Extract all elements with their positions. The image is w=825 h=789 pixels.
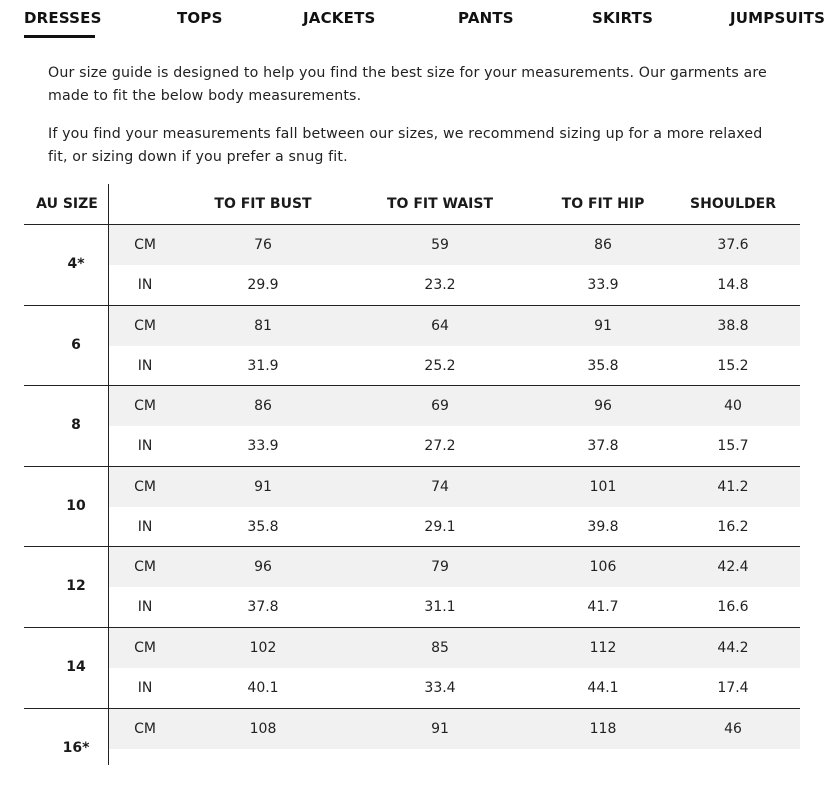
tab-tops[interactable]: TOPS (177, 9, 223, 27)
size-group (24, 627, 800, 708)
measurement-cell: 37.8 (247, 599, 279, 616)
unit-label: IN (137, 518, 153, 535)
tab-skirts[interactable]: SKIRTS (592, 9, 654, 27)
size-label: 14 (66, 659, 86, 675)
measurement-cell: 86 (254, 398, 272, 415)
unit-label: IN (137, 680, 153, 696)
measurement-cell: 85 (431, 640, 449, 656)
table-row (109, 306, 800, 346)
measurement-cell: 39.8 (587, 518, 619, 535)
measurement-cell: 102 (249, 640, 277, 656)
table-row (109, 709, 800, 749)
measurement-cell: 76 (254, 237, 272, 253)
unit-label: CM (134, 398, 156, 415)
measurement-cell: 25.2 (424, 357, 456, 374)
measurement-cell: 15.7 (717, 438, 749, 455)
measurement-cell: 74 (431, 478, 449, 495)
unit-label: IN (137, 277, 153, 293)
measurement-cell: 46 (724, 720, 742, 737)
measurement-cell: 40 (724, 398, 742, 415)
unit-label: CM (134, 640, 156, 656)
table-row (109, 668, 800, 708)
size-label: 8 (71, 417, 81, 434)
measurement-cell: 42.4 (717, 559, 749, 576)
size-label: 6 (71, 336, 81, 353)
measurement-cell: 38.8 (717, 317, 749, 334)
measurement-cell: 40.1 (247, 680, 279, 696)
intro-paragraph-2: If you find your measurements fall between our sizes, we recommend sizing up for a more relaxed fit, or sizing down if you prefer a snug fit. (48, 126, 763, 165)
measurement-cell: 41.7 (587, 599, 619, 616)
table-row (109, 346, 800, 386)
size-group (24, 224, 800, 305)
unit-label: IN (137, 438, 153, 455)
measurement-cell: 118 (589, 720, 617, 737)
size-group (24, 385, 800, 466)
measurement-cell: 91 (254, 478, 272, 495)
tab-pants[interactable]: PANTS (458, 9, 514, 27)
header-shoulder: SHOULDER (690, 196, 776, 212)
measurement-cell: 96 (594, 398, 612, 415)
table-row (109, 547, 800, 587)
measurement-cell: 86 (594, 237, 612, 253)
size-group (24, 708, 800, 789)
measurement-cell: 69 (431, 398, 449, 415)
measurement-cell: 44.1 (587, 680, 619, 696)
measurement-cell: 33.4 (424, 680, 456, 696)
measurement-cell: 17.4 (717, 680, 749, 696)
unit-label: CM (134, 317, 156, 334)
measurement-cell: 35.8 (587, 357, 619, 374)
measurement-cell: 101 (589, 478, 617, 495)
measurement-cell: 108 (249, 720, 277, 737)
size-label: 12 (66, 578, 86, 595)
measurement-cell: 31.1 (424, 599, 456, 616)
table-row (109, 265, 800, 305)
header-waist: TO FIT WAIST (386, 196, 494, 212)
measurement-cell: 15.2 (717, 357, 749, 374)
size-group (24, 305, 800, 386)
size-group (24, 546, 800, 627)
measurement-cell: 33.9 (247, 438, 279, 455)
size-label: 16* (62, 739, 90, 756)
table-row (109, 587, 800, 627)
measurement-cell: 27.2 (424, 438, 456, 455)
table-row (109, 467, 800, 507)
measurement-cell: 64 (431, 317, 449, 334)
measurement-cell: 31.9 (247, 357, 279, 374)
measurement-cell: 44.2 (717, 640, 749, 656)
measurement-cell: 112 (589, 640, 617, 656)
header-au-size: AU SIZE (36, 196, 98, 212)
unit-label: IN (137, 357, 153, 374)
size-group (24, 466, 800, 547)
measurement-cell: 79 (431, 559, 449, 576)
measurement-cell: 37.8 (587, 438, 619, 455)
measurement-cell: 23.2 (424, 277, 456, 293)
category-tabs (0, 0, 825, 44)
table-row (109, 386, 800, 426)
unit-label: CM (134, 559, 156, 576)
unit-label: CM (134, 478, 156, 495)
measurement-cell: 37.6 (717, 237, 749, 253)
unit-label: CM (134, 720, 156, 737)
measurement-cell: 16.2 (717, 518, 749, 535)
tab-jumpsuits[interactable]: JUMPSUITS (730, 9, 825, 27)
intro-paragraph-1: Our size guide is designed to help you find the best size for your measurements. Our garments are made to fit the below body measurements. (48, 65, 767, 104)
unit-label: IN (137, 599, 153, 616)
table-row (109, 507, 800, 547)
measurement-cell: 16.6 (717, 599, 749, 616)
table-row (109, 628, 800, 668)
table-row (109, 426, 800, 466)
measurement-cell: 96 (254, 559, 272, 576)
measurement-cell: 14.8 (717, 277, 749, 293)
measurement-cell: 91 (431, 720, 449, 737)
measurement-cell: 35.8 (247, 518, 279, 535)
measurement-cell: 59 (431, 237, 449, 253)
size-label: 10 (66, 497, 86, 514)
size-label: 4* (67, 256, 85, 272)
unit-label: CM (134, 237, 156, 253)
tab-jackets[interactable]: JACKETS (303, 9, 376, 27)
measurement-cell: 29.9 (247, 277, 279, 293)
measurement-cell: 81 (254, 317, 272, 334)
measurement-cell: 29.1 (424, 518, 456, 535)
header-bust: TO FIT BUST (214, 196, 312, 212)
tab-dresses[interactable]: DRESSES (24, 9, 102, 27)
measurement-cell: 91 (594, 317, 612, 334)
measurement-cell: 106 (589, 559, 617, 576)
table-header (0, 184, 800, 224)
header-hip: TO FIT HIP (561, 196, 645, 212)
measurement-cell: 41.2 (717, 478, 749, 495)
active-tab-indicator (24, 35, 95, 38)
measurement-cell: 33.9 (587, 277, 619, 293)
table-row (109, 225, 800, 265)
